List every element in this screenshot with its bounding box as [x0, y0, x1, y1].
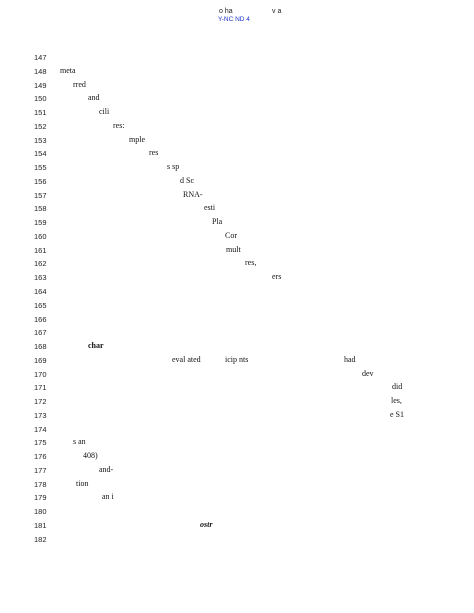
line-number: 158	[34, 204, 47, 213]
line-number: 165	[34, 301, 47, 310]
text-fragment: had	[344, 355, 356, 364]
line-number: 155	[34, 163, 47, 172]
line-number: 148	[34, 67, 47, 76]
text-fragment: e S1	[390, 410, 404, 419]
line-number: 170	[34, 370, 47, 379]
line-number: 179	[34, 493, 47, 502]
line-number: 163	[34, 273, 47, 282]
page-header	[0, 8, 474, 24]
text-fragment: did	[392, 382, 403, 391]
line-number: 175	[34, 438, 47, 447]
text-fragment: an i	[102, 492, 114, 501]
line-number: 147	[34, 53, 47, 62]
text-fragment: and	[88, 93, 100, 102]
line-number: 167	[34, 328, 47, 337]
line-number: 153	[34, 136, 47, 145]
text-fragment: mple	[129, 135, 145, 144]
line-number: 149	[34, 81, 47, 90]
line-number: 178	[34, 480, 47, 489]
line-number: 168	[34, 342, 47, 351]
line-number: 160	[34, 232, 47, 241]
text-fragment: icip nts	[225, 355, 249, 364]
line-number: 164	[34, 287, 47, 296]
line-number: 181	[34, 521, 47, 530]
line-number: 159	[34, 218, 47, 227]
line-number: 172	[34, 397, 47, 406]
text-fragment: cili	[99, 107, 110, 116]
text-fragment: les,	[391, 396, 402, 405]
text-fragment: res,	[245, 258, 257, 267]
line-number: 176	[34, 452, 47, 461]
line-number: 161	[34, 246, 47, 255]
text-fragment: meta	[60, 66, 76, 75]
text-fragment: s an	[73, 437, 86, 446]
line-number: 177	[34, 466, 47, 475]
line-number: 171	[34, 383, 47, 392]
line-number: 157	[34, 191, 47, 200]
line-number: 169	[34, 356, 47, 365]
line-number: 180	[34, 507, 47, 516]
text-fragment: 408)	[83, 451, 98, 460]
text-fragment: eval ated	[172, 355, 201, 364]
line-number: 166	[34, 315, 47, 324]
header-text-left: o ha	[219, 8, 233, 15]
text-fragment: esti	[204, 203, 216, 212]
line-number: 173	[34, 411, 47, 420]
text-fragment: RNA-	[183, 190, 203, 199]
text-fragment: rred	[73, 80, 86, 89]
line-number: 174	[34, 425, 47, 434]
line-number: 156	[34, 177, 47, 186]
text-fragment: res:	[113, 121, 125, 130]
license-link[interactable]: Y-NC ND 4	[218, 16, 250, 23]
text-fragment: mult	[226, 245, 241, 254]
header-text-right: v a	[272, 8, 282, 15]
section-heading: char	[88, 341, 104, 350]
line-number: 150	[34, 94, 47, 103]
text-fragment: tion	[76, 479, 89, 488]
text-fragment: ostr	[200, 520, 213, 529]
text-fragment: ers	[272, 272, 282, 281]
text-fragment: res	[149, 148, 159, 157]
text-fragment: s sp	[167, 162, 180, 171]
line-number: 152	[34, 122, 47, 131]
text-fragment: dev	[362, 369, 374, 378]
line-number: 162	[34, 259, 47, 268]
text-fragment: Pla	[212, 217, 223, 226]
line-number: 151	[34, 108, 47, 117]
text-fragment: and-	[99, 465, 114, 474]
text-fragment: d Sc	[180, 176, 194, 185]
line-number: 182	[34, 535, 47, 544]
text-fragment: Cor	[225, 231, 237, 240]
line-number: 154	[34, 149, 47, 158]
